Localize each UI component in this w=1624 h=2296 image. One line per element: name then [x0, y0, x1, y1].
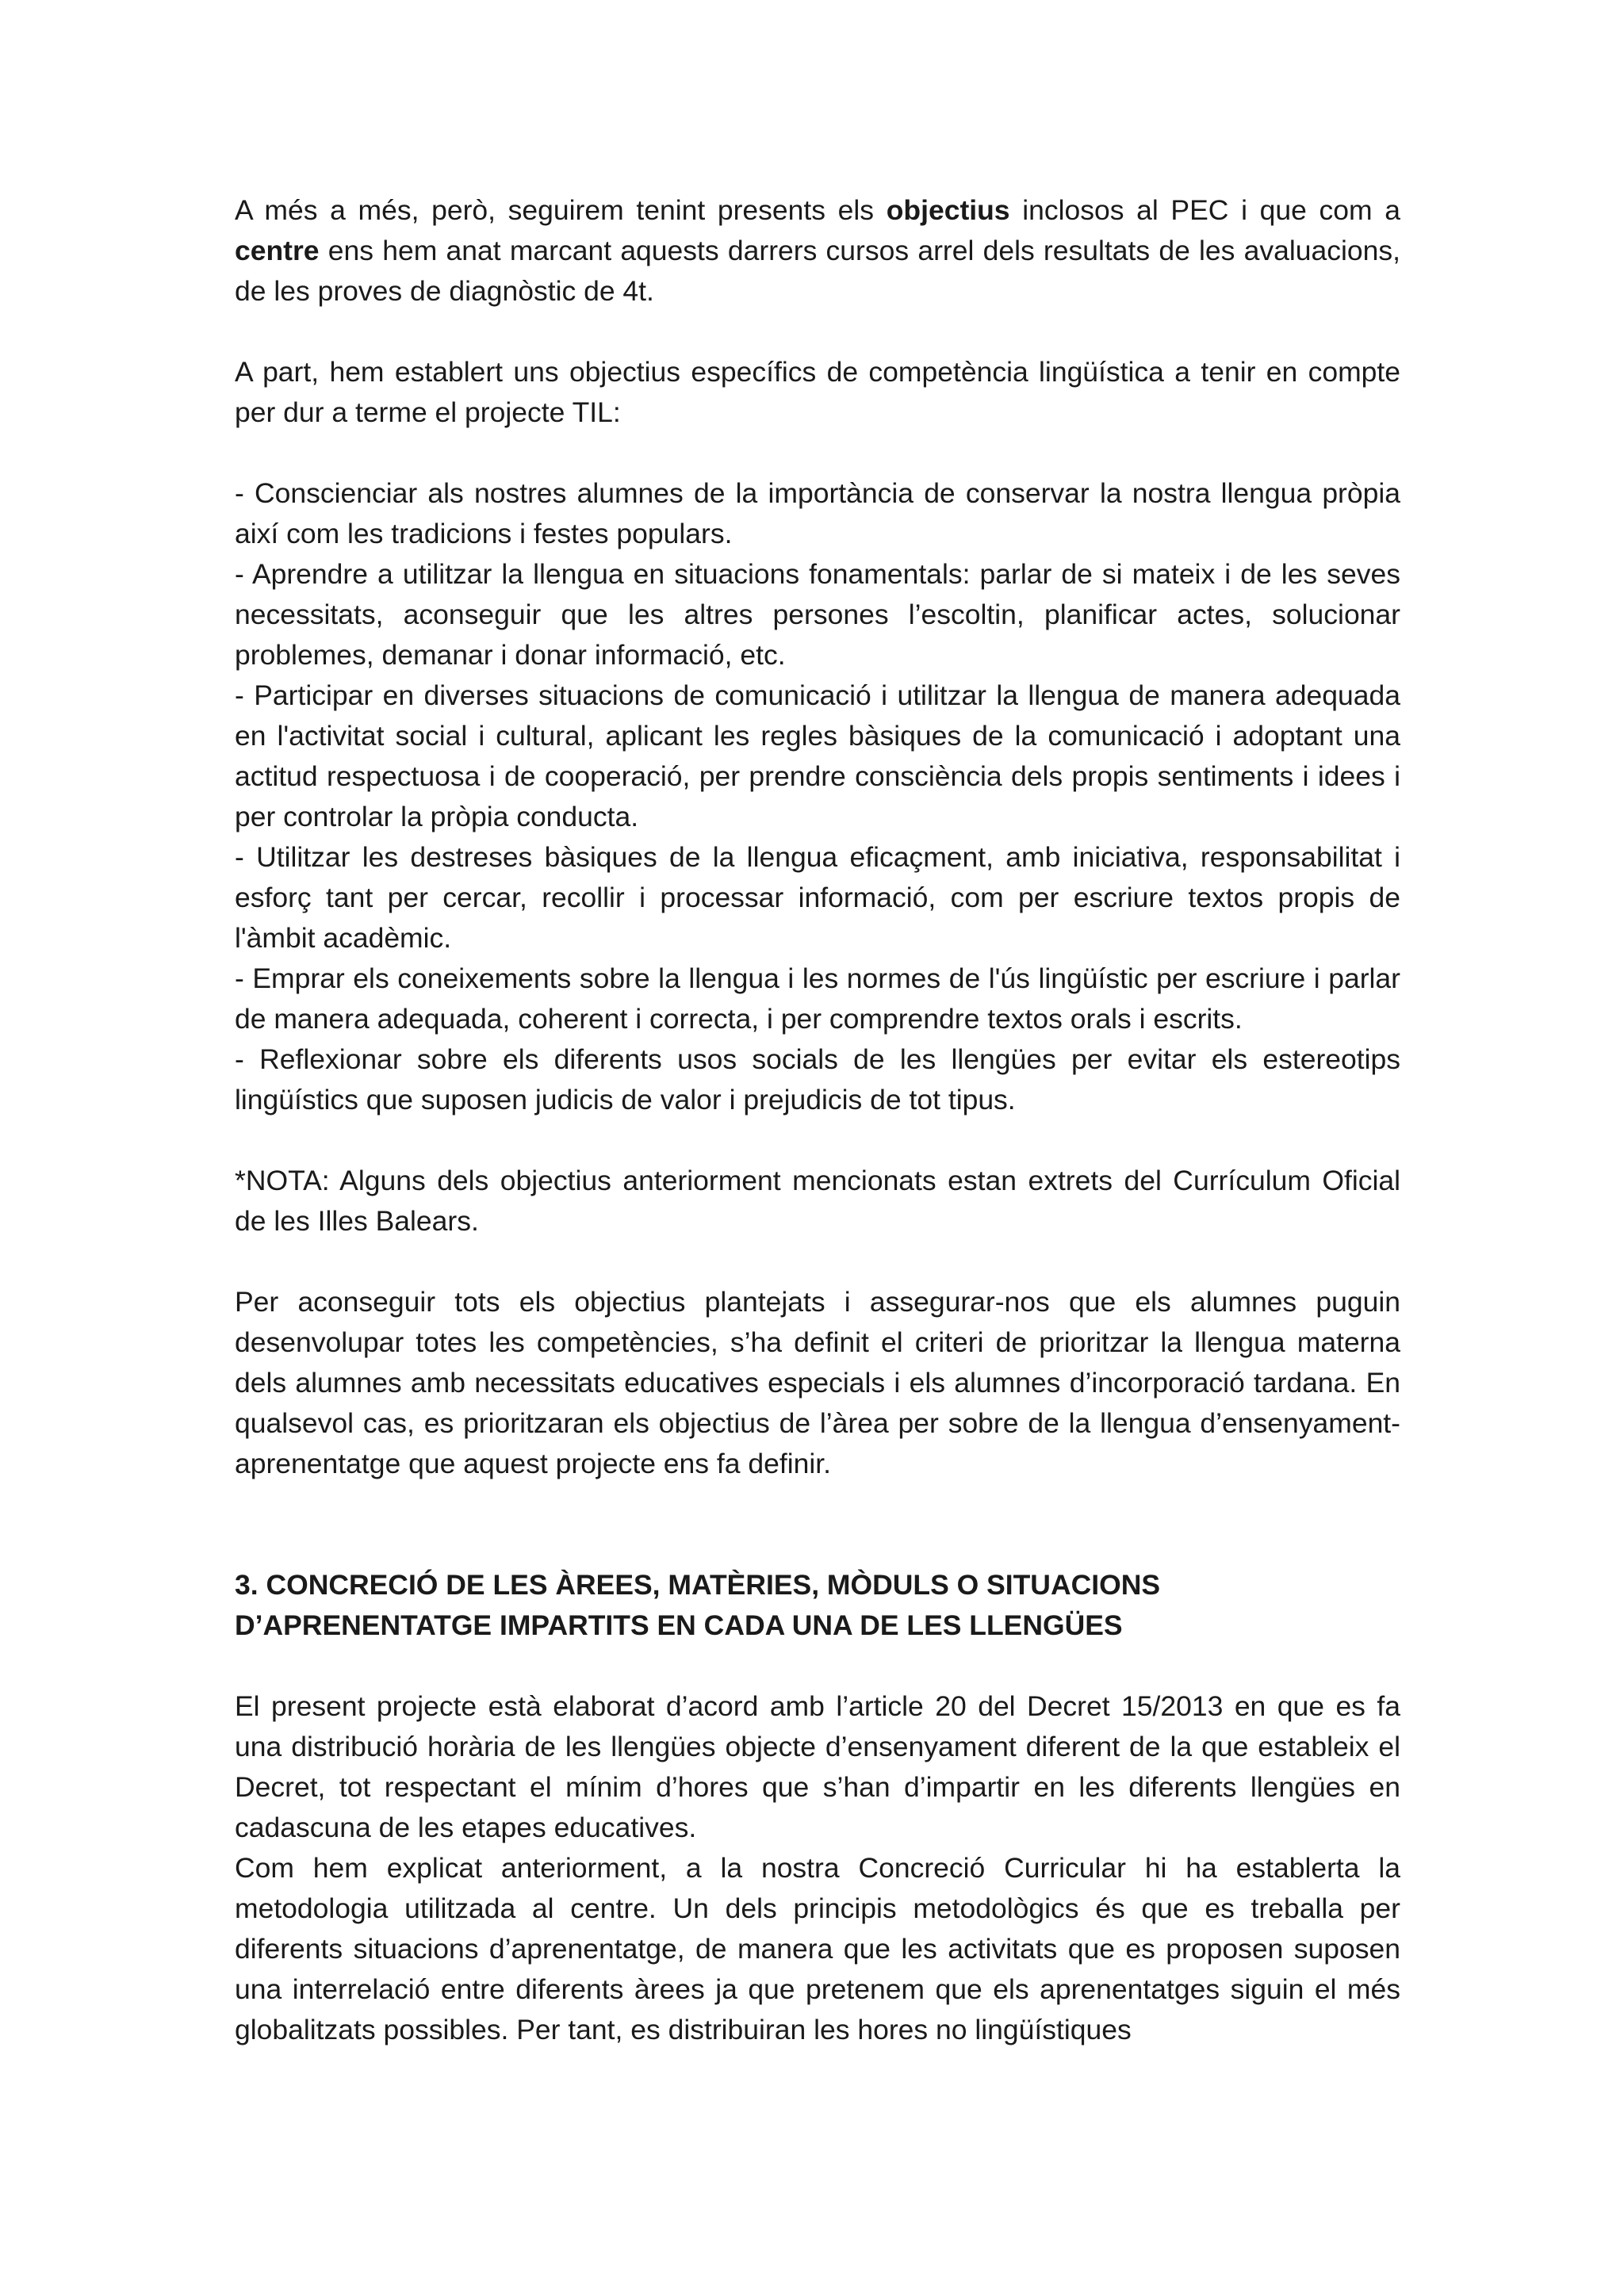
objective-item: - Emprar els coneixements sobre la llengua i les normes de l'ús lingüístic per escriure i parlar de manera adequada, coherent i correcta, i per comprendre textos orals i escrits.	[235, 962, 1400, 1035]
intro-text-3: ens hem anat marcant aquests darrers cursos arrel dels resultats de les avaluacions, de les proves de diagnòstic de 4t.	[235, 235, 1400, 307]
objective-item: - Participar en diverses situacions de comunicació i utilitzar la llengua de manera adequada en l'activitat social i cultural, aplicant les regles bàsiques de la comunicació i adoptant una actitud respectuosa i de cooperació, per prendre consciència dels propis sentiments i idees i per controlar la pròpia conducta.	[235, 679, 1400, 832]
intro-bold-objectius: objectius	[886, 194, 1010, 226]
section-3-paragraph-1: El present projecte està elaborat d’acord amb l’article 20 del Decret 15/2013 en que es fa una distribució horària de les llengües objecte d’ensenyament diferent de la que estableix el Decret, tot respectant el mínim d’hores que s’han d’impartir en les diferents llengües en cadascuna de les etapes educatives.	[235, 1690, 1400, 1843]
intro-paragraph	[235, 190, 1400, 312]
objectives-intro: A part, hem establert uns objectius específics de competència lingüística a tenir en compte per dur a terme el projecte TIL:	[235, 356, 1400, 428]
section-3-heading: 3. CONCRECIÓ DE LES ÀREES, MATÈRIES, MÒDULS O SITUACIONS D’APRENENTATGE IMPARTITS EN CADA UNA DE LES LLENGÜES	[235, 1569, 1161, 1641]
intro-bold-centre: centre	[235, 235, 320, 266]
objective-item: - Conscienciar als nostres alumnes de la importància de conservar la nostra llengua pròpia així com les tradicions i festes populars.	[235, 477, 1400, 549]
objective-item: - Reflexionar sobre els diferents usos socials de les llengües per evitar els estereotips lingüístics que suposen judicis de valor i prejudicis de tot tipus.	[235, 1043, 1400, 1115]
criteria-paragraph: Per aconseguir tots els objectius plantejats i assegurar-nos que els alumnes puguin desenvolupar totes les competències, s’ha definit el criteri de prioritzar la llengua materna dels alumnes amb necessitats educatives especials i els alumnes d’incorporació tardana. En qualsevol cas, es prioritzaran els objectius de l’àrea per sobre de la llengua d’ensenyament-aprenentatge que aquest projecte ens fa definir.	[235, 1286, 1400, 1479]
intro-text-1: A més a més, però, seguirem tenint presents els	[235, 194, 887, 226]
section-3-paragraph-2: Com hem explicat anteriorment, a la nostra Concreció Curricular hi ha establerta la metodologia utilitzada al centre. Un dels principis metodològics és que es treballa per diferents situacions d’aprenentatge, de manera que les activitats que es proposen suposen una interrelació entre diferents àrees ja que pretenem que els aprenentatges siguin el més globalitzats possibles. Per tant, es distribuiran les hores no lingüístiques	[235, 1852, 1400, 2045]
intro-text-2: inclosos al PEC i que com a	[1009, 194, 1400, 226]
objective-item: - Aprendre a utilitzar la llengua en situacions fonamentals: parlar de si mateix i de les seves necessitats, aconseguir que les altres persones l’escoltin, planificar actes, solucionar problemes, demanar i donar informació, etc.	[235, 558, 1400, 671]
objective-item: - Utilitzar les destreses bàsiques de la llengua eficaçment, amb iniciativa, responsabilitat i esforç tant per cercar, recollir i processar informació, com per escriure textos propis de l'àmbit acadèmic.	[235, 841, 1400, 954]
note-paragraph: *NOTA: Alguns dels objectius anteriorment mencionats estan extrets del Currículum Oficial de les Illes Balears.	[235, 1165, 1400, 1237]
objectives-list	[235, 473, 1400, 1120]
document-page	[235, 190, 1400, 2050]
